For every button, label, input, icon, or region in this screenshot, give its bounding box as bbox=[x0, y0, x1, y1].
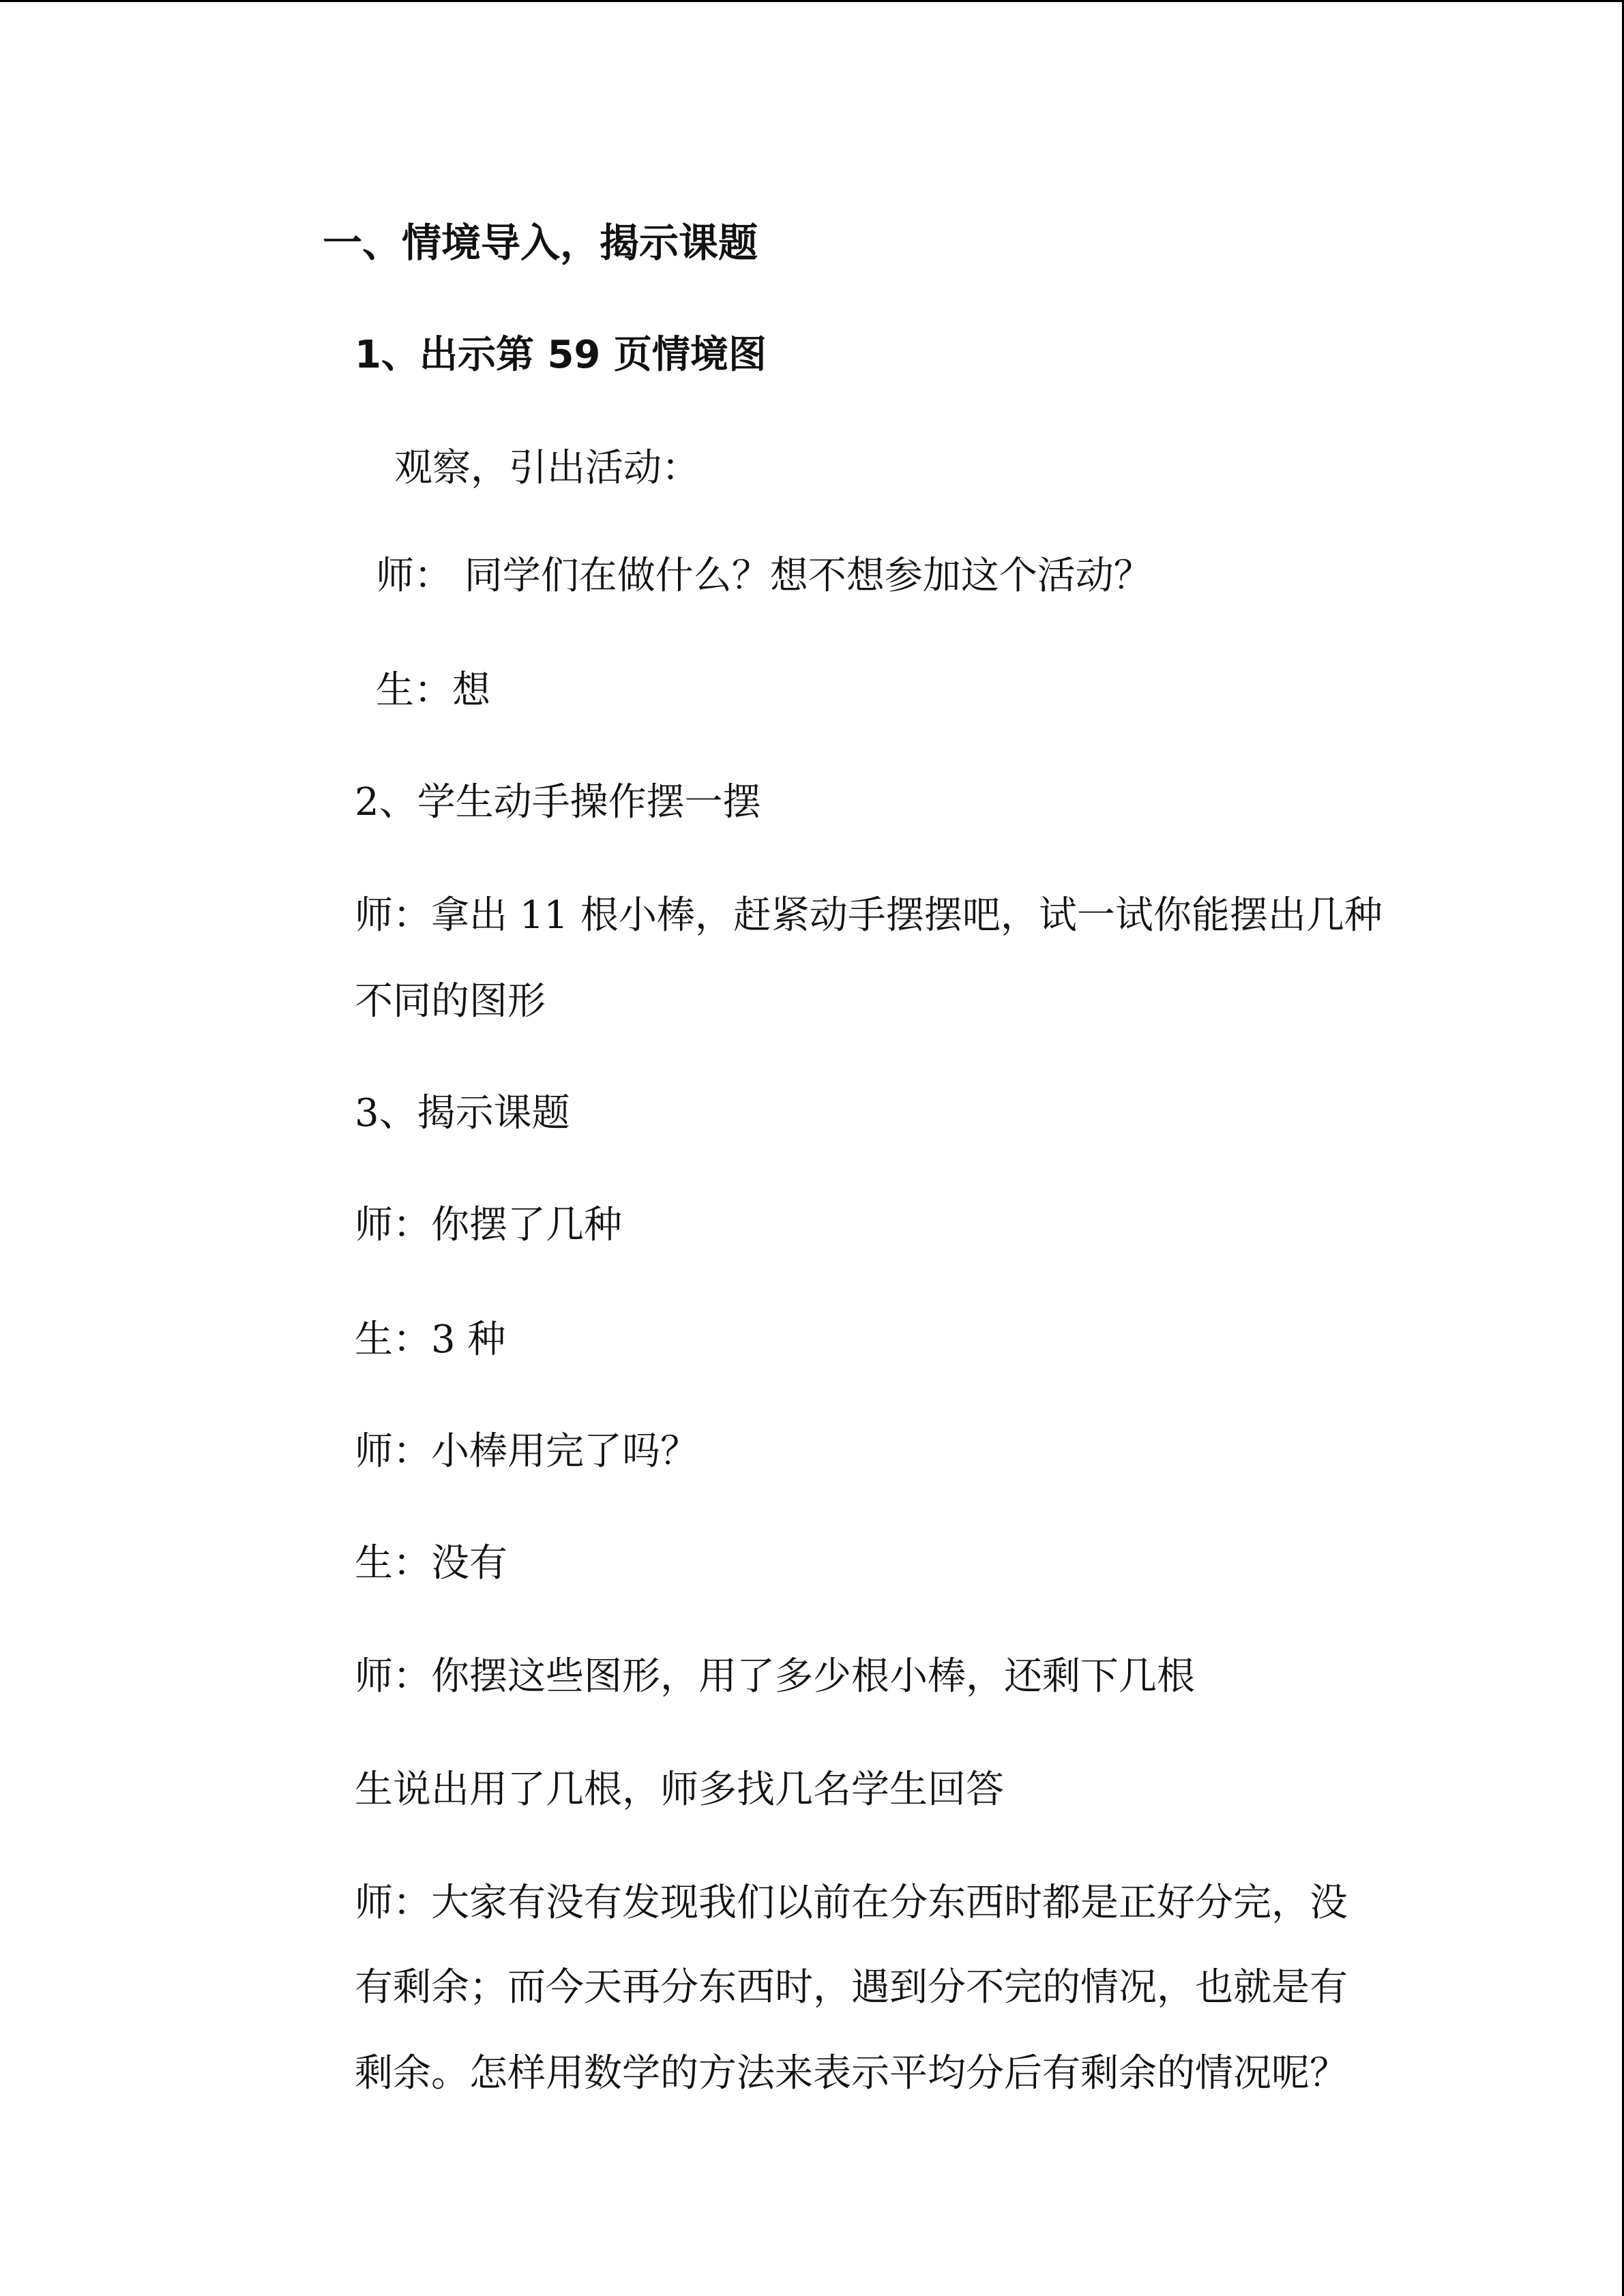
student-answer-3: 生：3 种 bbox=[355, 1317, 506, 1362]
teacher-question-4: 师：小棒用完了吗？ bbox=[355, 1429, 698, 1474]
subheading-1: 1、出示第 59 页情境图 bbox=[355, 333, 767, 377]
section-heading: 一、情境导入，揭示课题 bbox=[323, 220, 758, 266]
student-answer-4: 生：没有 bbox=[355, 1541, 507, 1585]
student-answer-1: 生：想 bbox=[376, 668, 490, 713]
teacher-question-5: 师：你摆这些图形，用了多少根小棒，还剩下几根 bbox=[355, 1654, 1195, 1699]
teacher-question-2a: 师：拿出 11 根小棒，赶紧动手摆摆吧，试一试你能摆出几种 bbox=[355, 893, 1383, 938]
teacher-question-6b: 有剩余；而今天再分东西时，遇到分不完的情况，也就是有 bbox=[355, 1965, 1348, 2010]
observe-line: 观察，引出活动： bbox=[394, 446, 700, 490]
teacher-question-1: 师： 同学们在做什么？想不想参加这个活动？ bbox=[376, 554, 1152, 598]
student-answer-5: 生说出用了几根，师多找几名学生回答 bbox=[355, 1768, 1004, 1812]
subheading-2: 2、学生动手操作摆一摆 bbox=[355, 780, 761, 824]
teacher-question-6a: 师：大家有没有发现我们以前在分东西时都是正好分完，没 bbox=[355, 1881, 1348, 1925]
subheading-3: 3、揭示课题 bbox=[355, 1091, 570, 1135]
teacher-question-3: 师：你摆了几种 bbox=[355, 1203, 622, 1247]
teacher-question-2b: 不同的图形 bbox=[355, 979, 546, 1024]
teacher-question-6c: 剩余。怎样用数学的方法来表示平均分后有剩余的情况呢？ bbox=[355, 2051, 1348, 2096]
